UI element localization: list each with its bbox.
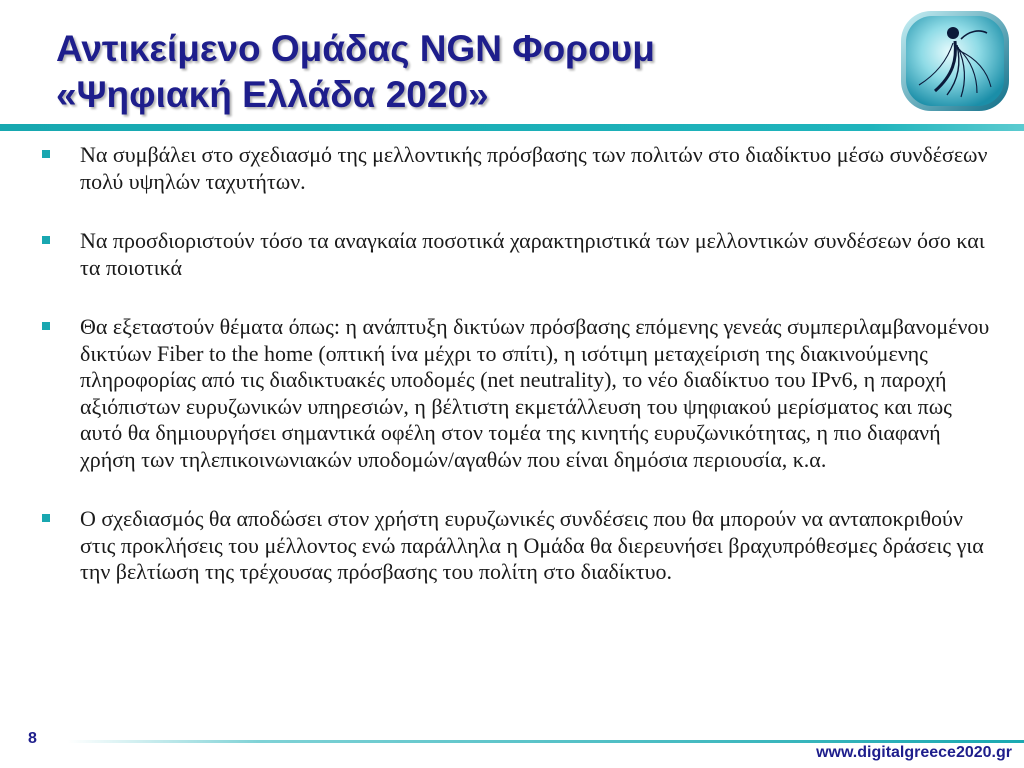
- slide-title-line-2: «Ψηφιακή Ελλάδα 2020»: [56, 74, 489, 115]
- square-bullet-icon: [42, 236, 50, 244]
- title-divider: [0, 124, 1024, 131]
- square-bullet-icon: [42, 150, 50, 158]
- footer-divider: [68, 740, 1024, 743]
- square-bullet-icon: [42, 514, 50, 522]
- bullet-item: [42, 142, 992, 195]
- slide-title: [56, 26, 876, 118]
- bullet-item: [42, 228, 992, 281]
- bullet-text: Να προσδιοριστούν τόσο τα αναγκαία ποσοτικά χαρακτηριστικά των μελλοντικών συνδέσεων όσο και τα ποιοτικά: [80, 228, 985, 280]
- footer-url: www.digitalgreece2020.gr: [816, 744, 1012, 761]
- bullet-item: [42, 314, 992, 473]
- digital-greece-logo-icon: [895, 5, 1015, 117]
- bullet-text: Θα εξεταστούν θέματα όπως: η ανάπτυξη δικτύων πρόσβασης επόμενης γενεάς συμπεριλαμβανομένου δικτύων Fiber to the home (οπτική ίνα μέχρι το σπίτι), η ισότιμη μεταχείριση της διακινούμενης πληροφορίας από τις διαδικτυακές υποδομές (net neutrality), το νέο διαδίκτυο του IPv6, η παροχή αξιόπιστων ευρυζωνικών υπηρεσιών, η βέλτιστη εκμετάλλευση του ψηφιακού μερίσματος και πως αυτό θα δημιουργήσει σημαντικά οφέλη στον τομέα της κινητής ευρυζωνικότητας, η πιο διαφανή χρήση των τηλεπικοινωνιακών υποδομών/αγαθών που είναι δημόσια περιουσία, κ.α.: [80, 314, 990, 472]
- page-number: 8: [28, 730, 37, 747]
- bullet-list: [42, 142, 992, 619]
- square-bullet-icon: [42, 322, 50, 330]
- slide-title-line-1: Αντικείμενο Ομάδας NGN Φορουμ: [56, 28, 655, 69]
- bullet-text: Ο σχεδιασμός θα αποδώσει στον χρήστη ευρυζωνικές συνδέσεις που θα μπορούν να ανταποκριθούν στις προκλήσεις του μέλλοντος ενώ παράλληλα η Ομάδα θα διερευνήσει βραχυπρόθεσμες δράσεις για την βελτίωση της τρέχουσας πρόσβασης του πολίτη στο διαδίκτυο.: [80, 506, 984, 584]
- bullet-text: Να συμβάλει στο σχεδιασμό της μελλοντικής πρόσβασης των πολιτών στο διαδίκτυο μέσω συνδέσεων πολύ υψηλών ταχυτήτων.: [80, 142, 988, 194]
- bullet-item: [42, 506, 992, 586]
